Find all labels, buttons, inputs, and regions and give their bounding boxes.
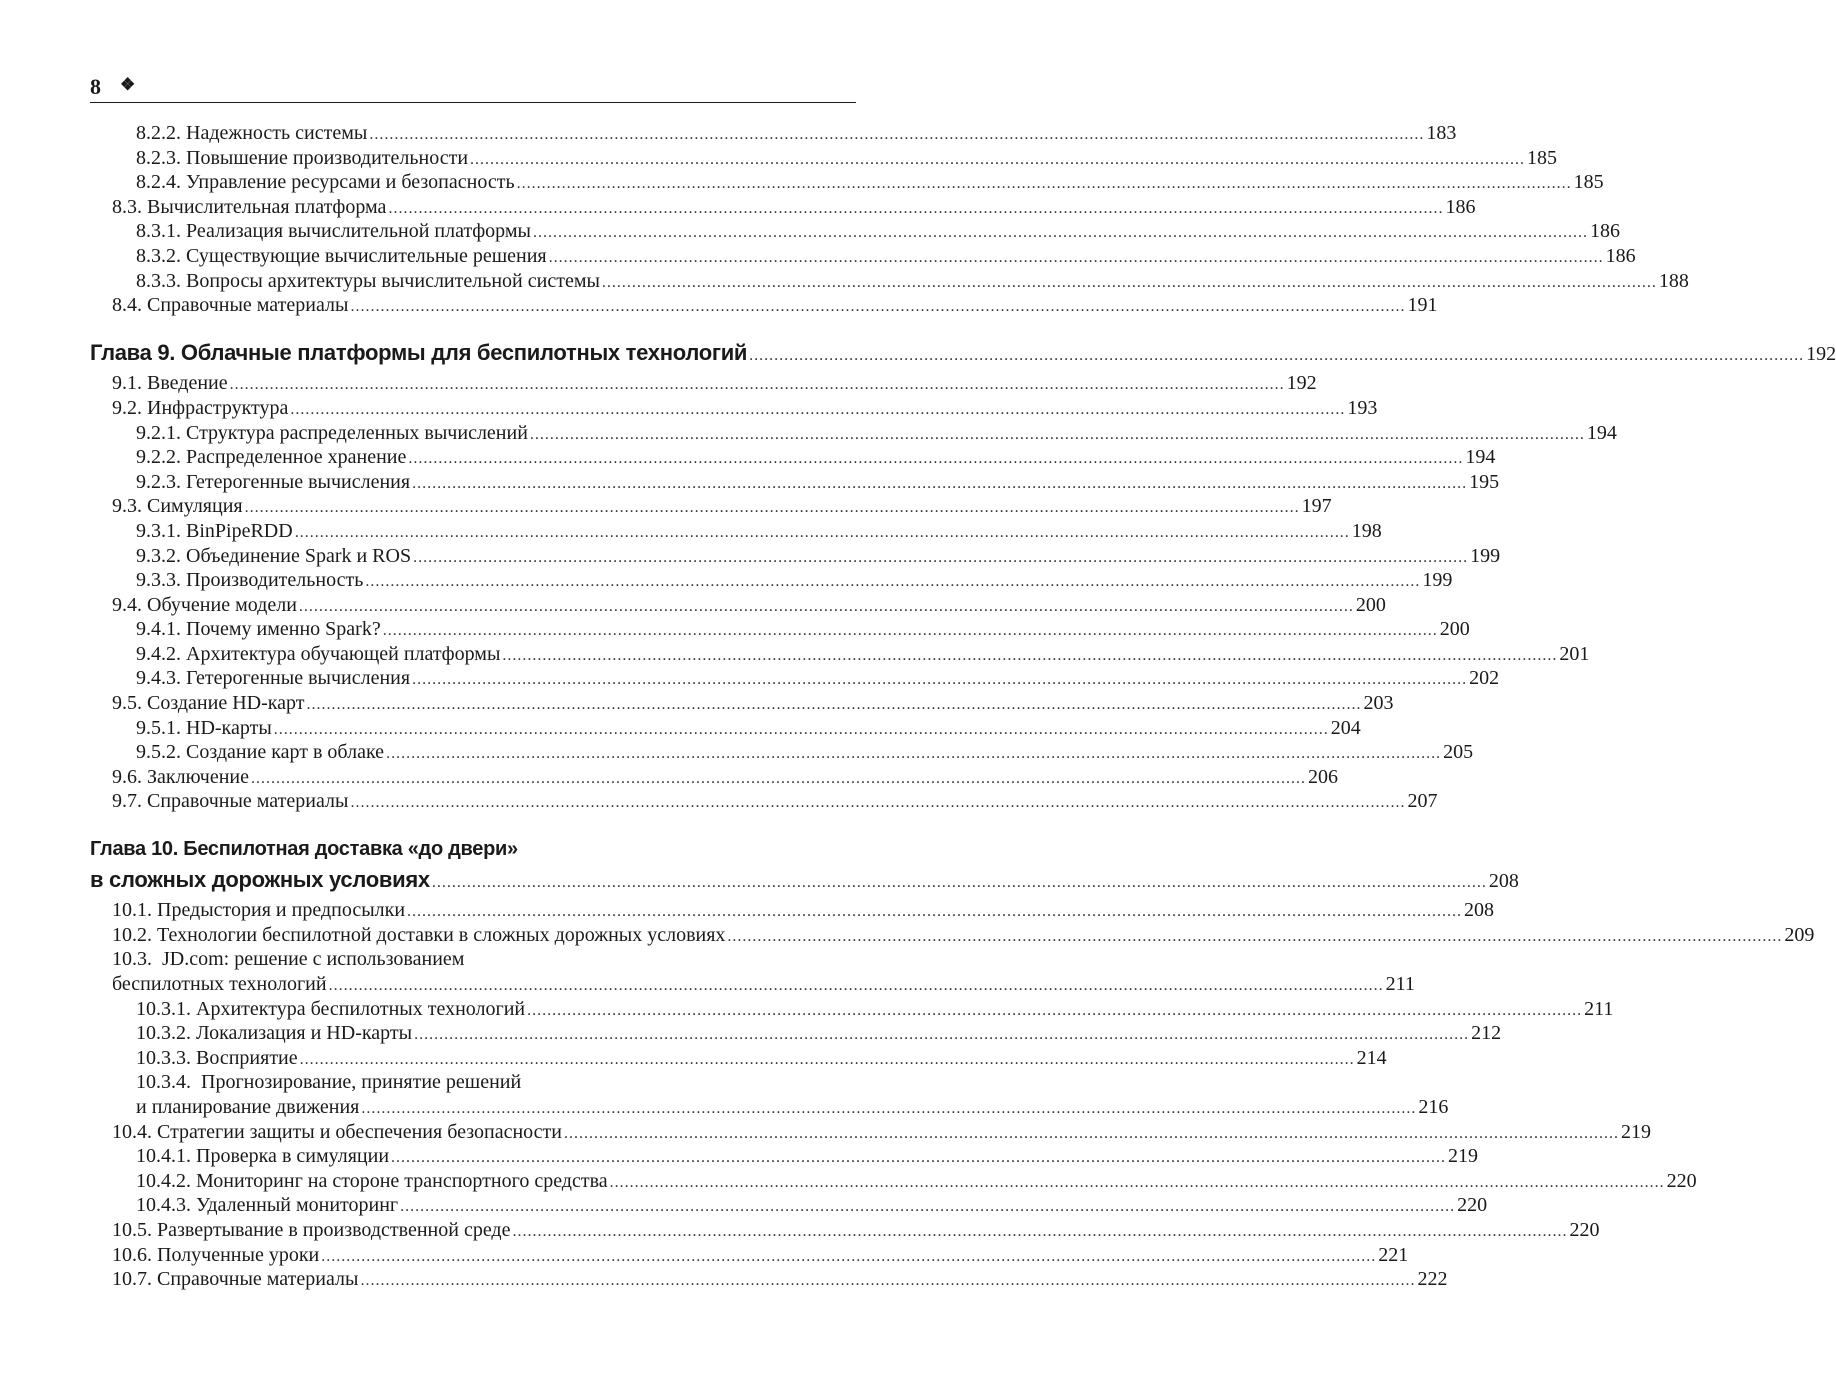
entry-page: 200 xyxy=(1439,618,1470,641)
entry-page: 212 xyxy=(1471,1022,1502,1045)
entry-label xyxy=(112,371,228,396)
toc-entry-9-4-3[interactable] xyxy=(90,666,1500,691)
entry-label xyxy=(136,219,531,244)
entry-number: 9.2.2. xyxy=(136,446,181,469)
entry-page: 222 xyxy=(1417,1268,1448,1291)
toc-entry-8-2-3[interactable] xyxy=(90,146,1558,171)
toc-entry-8-3-3[interactable] xyxy=(90,269,1689,294)
dot-leader: ................................................................................................................................................................................................................... xyxy=(321,1247,1377,1265)
toc-entry-9-3[interactable] xyxy=(90,494,1332,519)
toc-entry-9-5[interactable] xyxy=(90,691,1394,716)
entry-title: HD-карты xyxy=(186,716,272,739)
entry-page: 198 xyxy=(1351,519,1382,542)
toc-entry-10-3-line2[interactable] xyxy=(90,972,1415,997)
entry-number: 9.2.1. xyxy=(136,421,181,444)
dot-leader: ................................................................................................................................................................................................................... xyxy=(601,273,1657,291)
entry-page: 201 xyxy=(1559,642,1590,665)
entry-label xyxy=(112,593,297,618)
entry-label xyxy=(112,923,725,948)
entry-title: Справочные материалы xyxy=(147,294,349,317)
dot-leader: ................................................................................................................................................................................................................... xyxy=(298,597,1354,615)
entry-label xyxy=(136,544,411,569)
entry-page: 186 xyxy=(1589,220,1620,243)
entry-title: Создание карт в облаке xyxy=(186,741,385,764)
entry-label xyxy=(136,568,363,593)
entry-label xyxy=(136,666,410,691)
entry-title: Вопросы архитектуры вычислительной системы xyxy=(186,269,600,292)
entry-number: 8.3.3. xyxy=(136,269,181,292)
entry-page: 220 xyxy=(1569,1218,1600,1241)
entry-number: 9.1. xyxy=(112,372,142,395)
entry-label xyxy=(112,691,305,716)
entry-number: 9.5. xyxy=(112,692,142,715)
dot-leader: ................................................................................................................................................................................................................... xyxy=(564,1124,1619,1142)
entry-number: 10.1. xyxy=(112,899,152,922)
entry-label xyxy=(136,170,515,195)
entry-number: 10.4.2. xyxy=(136,1169,191,1192)
entry-page: 219 xyxy=(1621,1120,1651,1143)
dot-leader: ................................................................................................................................................................................................................... xyxy=(412,474,1468,492)
entry-number: 8.3. xyxy=(112,195,142,218)
entry-title: Надежность системы xyxy=(186,122,368,144)
entry-number: 9.7. xyxy=(112,790,142,813)
entry-number: 10.3.1. xyxy=(136,997,191,1020)
entry-number: 8.3.2. xyxy=(136,244,181,267)
entry-page: 199 xyxy=(1470,544,1501,567)
dot-leader: ................................................................................................................................................................................................................... xyxy=(299,1050,1355,1068)
entry-page: 191 xyxy=(1407,294,1438,317)
dot-leader: ................................................................................................................................................................................................................... xyxy=(408,450,1464,468)
entry-title: Восприятие xyxy=(196,1046,298,1069)
entry-title: Проверка в симуляции xyxy=(196,1145,390,1168)
entry-label xyxy=(112,1218,511,1243)
entry-label xyxy=(136,642,500,667)
entry-page: 185 xyxy=(1527,146,1558,169)
dot-leader: ................................................................................................................................................................................................................... xyxy=(512,1222,1568,1240)
entry-title: Вычислительная платформа xyxy=(147,195,387,218)
toc-entry-8-4[interactable] xyxy=(90,293,1438,318)
entry-title: Обучение модели xyxy=(147,593,297,616)
toc-entry-8-3[interactable] xyxy=(90,195,1476,220)
entry-page: 200 xyxy=(1355,593,1386,616)
dot-leader: ................................................................................................................................................................................................................... xyxy=(400,1198,1456,1216)
entry-label xyxy=(136,1144,389,1169)
dot-leader: ................................................................................................................................................................................................................... xyxy=(229,376,1285,394)
toc-entry-9-2-1[interactable] xyxy=(90,421,1617,446)
entry-title: Почему именно Spark? xyxy=(186,618,381,641)
entry-label xyxy=(136,146,468,171)
entry-number: 9.3.3. xyxy=(136,569,181,592)
dot-leader: ................................................................................................................................................................................................................... xyxy=(413,548,1469,566)
entry-page: 195 xyxy=(1469,470,1500,493)
toc-entry-10-3-4-line1[interactable] xyxy=(90,1070,856,1095)
toc-entry-9-4-2[interactable] xyxy=(90,642,1590,667)
entry-title: Полученные уроки xyxy=(157,1243,320,1266)
entry-page: 203 xyxy=(1363,692,1394,715)
entry-number: 9.3.1. xyxy=(136,519,181,542)
entry-page: 193 xyxy=(1347,396,1378,419)
toc-entry-10-4-2[interactable] xyxy=(90,1169,1697,1194)
dot-leader: ................................................................................................................................................................................................................... xyxy=(412,671,1468,689)
toc-entry-8-2-2[interactable] xyxy=(90,121,1457,146)
dot-leader: ................................................................................................................................................................................................................... xyxy=(391,1149,1447,1167)
toc-entry-10-3-1[interactable] xyxy=(90,997,1614,1022)
dot-leader: ................................................................................................................................................................................................................... xyxy=(749,346,1805,364)
entry-label xyxy=(112,1120,562,1145)
entry-page: 206 xyxy=(1308,765,1338,788)
toc-entry-10-5[interactable] xyxy=(90,1218,1600,1243)
entry-title: Прогнозирование, принятие решений xyxy=(201,1071,522,1094)
entry-number: 10.5. xyxy=(112,1218,152,1241)
entry-title: Технологии беспилотной доставки в сложных дорожных условиях xyxy=(157,923,726,946)
entry-label xyxy=(112,1267,358,1292)
entry-page: 183 xyxy=(1426,122,1457,144)
entry-number: 10.4. xyxy=(112,1120,152,1143)
dot-leader: ................................................................................................................................................................................................................... xyxy=(502,646,1558,664)
chapter-10-title-line2: в сложных дорожных условиях xyxy=(90,866,430,892)
dot-leader: ................................................................................................................................................................................................................... xyxy=(527,1001,1583,1019)
entry-title: Предыстория и предпосылки xyxy=(157,899,406,922)
toc-entry-10-1[interactable] xyxy=(90,898,1495,923)
entry-page: 199 xyxy=(1422,569,1453,592)
entry-label xyxy=(136,445,406,470)
dot-leader: ................................................................................................................................................................................................................... xyxy=(414,1026,1470,1044)
entry-title: Создание HD-карт xyxy=(147,692,305,715)
entry-label xyxy=(112,494,243,519)
entry-number: 9.2. xyxy=(112,396,142,419)
toc-entry-9-4[interactable] xyxy=(90,593,1386,618)
toc-entry-10-6[interactable] xyxy=(90,1243,1409,1268)
entry-title: Гетерогенные вычисления xyxy=(186,470,411,493)
entry-label xyxy=(136,1021,412,1046)
entry-title: Архитектура беспилотных технологий xyxy=(196,997,526,1020)
dot-leader: ................................................................................................................................................................................................................... xyxy=(350,298,1406,316)
entry-label xyxy=(136,1169,608,1194)
entry-page: 214 xyxy=(1356,1046,1387,1069)
dot-leader: ................................................................................................................................................................................................................... xyxy=(431,873,1487,891)
entry-title: Структура распределенных вычислений xyxy=(186,421,528,444)
toc-entry-10-7[interactable] xyxy=(90,1267,1448,1292)
entry-label xyxy=(136,269,600,294)
entry-number: 8.3.1. xyxy=(136,220,181,243)
entry-label xyxy=(136,519,293,544)
entry-title: Архитектура обучающей платформы xyxy=(186,642,501,665)
dot-leader: ................................................................................................................................................................................................................... xyxy=(609,1173,1665,1191)
toc-entry-9-3-1[interactable] xyxy=(90,519,1382,544)
dot-leader: ................................................................................................................................................................................................................... xyxy=(244,499,1300,517)
entry-label xyxy=(112,293,348,318)
entry-number: 10.6. xyxy=(112,1243,152,1266)
toc-entry-10-3-line1[interactable] xyxy=(90,947,856,972)
entry-label xyxy=(136,1193,398,1218)
entry-title-continued: и планирование движения xyxy=(136,1095,360,1118)
entry-page: 219 xyxy=(1448,1145,1479,1168)
entry-title: Распределенное хранение xyxy=(186,446,407,469)
entry-page: 220 xyxy=(1666,1169,1697,1192)
dot-leader: ................................................................................................................................................................................................................... xyxy=(529,425,1585,443)
entry-page: 188 xyxy=(1658,269,1689,292)
entry-title: BinPipeRDD xyxy=(186,519,293,542)
entry-title: Управление ресурсами и безопасность xyxy=(186,171,515,194)
dot-leader: ................................................................................................................................................................................................................... xyxy=(407,903,1463,921)
entry-label xyxy=(136,421,528,446)
toc-entry-9-2-2[interactable] xyxy=(90,445,1496,470)
entry-label xyxy=(112,396,288,421)
toc-entry-9-4-1[interactable] xyxy=(90,617,1470,642)
dot-leader: ................................................................................................................................................................................................................... xyxy=(382,622,1438,640)
entry-label xyxy=(136,997,525,1022)
entry-number: 9.4.1. xyxy=(136,618,181,641)
entry-title: Введение xyxy=(147,372,228,395)
toc-entry-9-5-1[interactable] xyxy=(90,716,1361,741)
entry-number: 10.2. xyxy=(112,923,152,946)
toc-entry-10-4-1[interactable] xyxy=(90,1144,1479,1169)
entry-page: 194 xyxy=(1465,446,1496,469)
entry-page: 204 xyxy=(1330,716,1361,739)
entry-number: 10.3.3. xyxy=(136,1046,191,1069)
entry-page: 192 xyxy=(1286,372,1317,395)
entry-number: 10.4.1. xyxy=(136,1145,191,1168)
chapter-10-title-line1: Глава 10. Беспилотная доставка «до двери» xyxy=(90,838,518,861)
table-of-contents xyxy=(90,121,1836,1292)
entry-label xyxy=(136,121,367,146)
entry-number: 9.4. xyxy=(112,593,142,616)
entry-number: 9.5.2. xyxy=(136,741,181,764)
dot-leader: ................................................................................................................................................................................................................... xyxy=(470,150,1526,168)
entry-number: 10.3. xyxy=(112,948,152,971)
toc-entry-8-3-2[interactable] xyxy=(90,244,1636,269)
entry-title: Производительность xyxy=(186,569,364,592)
entry-title: Справочные материалы xyxy=(147,790,349,813)
entry-number: 9.3.2. xyxy=(136,544,181,567)
entry-number: 10.7. xyxy=(112,1268,152,1291)
dot-leader: ................................................................................................................................................................................................................... xyxy=(388,199,1444,217)
entry-title: Инфраструктура xyxy=(147,396,289,419)
entry-page: 216 xyxy=(1418,1095,1449,1118)
entry-title: Повышение производительности xyxy=(186,146,469,169)
toc-entry-9-3-2[interactable] xyxy=(90,544,1501,569)
toc-entry-8-2-4[interactable] xyxy=(90,170,1604,195)
toc-entry-10-4[interactable] xyxy=(90,1120,1651,1145)
chapter-9-page: 192 xyxy=(1806,342,1836,365)
entry-number: 9.6. xyxy=(112,765,142,788)
dot-leader: ................................................................................................................................................................................................................... xyxy=(328,977,1384,994)
chapter-10-heading-line1[interactable] xyxy=(90,837,856,862)
toc-entry-9-1[interactable] xyxy=(90,371,1317,396)
entry-title-continued: беспилотных технологий xyxy=(112,973,327,995)
entry-page: 208 xyxy=(1464,899,1495,922)
entry-number: 8.2.2. xyxy=(136,122,181,144)
entry-page: 186 xyxy=(1445,195,1476,218)
entry-title: Мониторинг на стороне транспортного средства xyxy=(196,1169,608,1192)
chapter-9-title: Глава 9. Облачные платформы для беспилотных технологий xyxy=(90,339,748,365)
dot-leader: ................................................................................................................................................................................................................... xyxy=(350,794,1406,812)
entry-label xyxy=(112,195,386,220)
entry-number: 8.2.4. xyxy=(136,171,181,194)
entry-page: 205 xyxy=(1443,741,1474,764)
chapter-10-entries xyxy=(90,898,1815,1292)
dot-leader: ................................................................................................................................................................................................................... xyxy=(386,745,1442,763)
entry-label xyxy=(112,789,348,814)
chapter-8-entries xyxy=(90,121,1689,318)
entry-page: 221 xyxy=(1378,1243,1409,1266)
entry-number: 8.2.3. xyxy=(136,146,181,169)
entry-title: Стратегии защиты и обеспечения безопасности xyxy=(157,1120,562,1143)
dot-leader: ................................................................................................................................................................................................................... xyxy=(273,720,1329,738)
entry-number: 10.3.2. xyxy=(136,1022,191,1045)
entry-page: 211 xyxy=(1584,997,1614,1020)
entry-page: 202 xyxy=(1469,667,1500,690)
toc-entry-9-3-3[interactable] xyxy=(90,568,1453,593)
dot-leader: ................................................................................................................................................................................................................... xyxy=(251,769,1306,787)
toc-entry-10-3-3[interactable] xyxy=(90,1046,1387,1071)
entry-label xyxy=(112,765,249,790)
chapter-9-heading[interactable] xyxy=(90,339,1836,366)
entry-title: Реализация вычислительной платформы xyxy=(186,220,531,243)
entry-page: 194 xyxy=(1586,421,1617,444)
dot-leader: ................................................................................................................................................................................................................... xyxy=(306,696,1362,714)
entry-title: Объединение Spark и ROS xyxy=(186,544,412,567)
toc-entry-9-2[interactable] xyxy=(90,396,1378,421)
entry-title: Существующие вычислительные решения xyxy=(186,244,547,267)
entry-title: Удаленный мониторинг xyxy=(196,1194,399,1217)
entry-page: 211 xyxy=(1385,973,1415,995)
entry-label xyxy=(136,716,272,741)
entry-page: 185 xyxy=(1573,171,1604,194)
entry-label xyxy=(136,1046,298,1071)
entry-title: Справочные материалы xyxy=(157,1268,359,1291)
entry-label xyxy=(136,470,410,495)
entry-page: 197 xyxy=(1301,495,1332,518)
entry-title: Развертывание в производственной среде xyxy=(157,1218,511,1241)
entry-number: 9.4.3. xyxy=(136,667,181,690)
toc-entry-10-3-2[interactable] xyxy=(90,1021,1502,1046)
entry-label xyxy=(136,740,384,765)
entry-title: Локализация и HD-карты xyxy=(196,1022,413,1045)
dot-leader: ................................................................................................................................................................................................................... xyxy=(369,126,1425,143)
toc-entry-9-7[interactable] xyxy=(90,789,1438,814)
dot-leader: ................................................................................................................................................................................................................... xyxy=(360,1272,1416,1290)
entry-title: Симуляция xyxy=(147,495,243,518)
entry-number: 10.4.3. xyxy=(136,1194,191,1217)
dot-leader: ................................................................................................................................................................................................................... xyxy=(290,400,1346,418)
entry-page: 207 xyxy=(1407,790,1438,813)
toc-entry-9-2-3[interactable] xyxy=(90,470,1500,495)
toc-entry-10-4-3[interactable] xyxy=(90,1193,1488,1218)
chapter-9-entries xyxy=(90,371,1617,814)
toc-entry-9-6[interactable] xyxy=(90,765,1338,790)
dot-leader: ................................................................................................................................................................................................................... xyxy=(516,175,1572,193)
toc-entry-10-2[interactable] xyxy=(90,923,1815,948)
entry-label xyxy=(136,617,381,642)
entry-title: JD.com: решение с использованием xyxy=(162,948,465,971)
page-number: 8 xyxy=(90,74,101,99)
chapter-10-page: 208 xyxy=(1488,869,1519,892)
dot-leader: ................................................................................................................................................................................................................... xyxy=(361,1099,1417,1117)
entry-page: 209 xyxy=(1784,923,1815,946)
entry-title: Гетерогенные вычисления xyxy=(186,667,411,690)
toc-entry-9-5-2[interactable] xyxy=(90,740,1474,765)
dot-leader: ................................................................................................................................................................................................................... xyxy=(532,224,1588,242)
ornament-icon: ❖ xyxy=(120,75,136,94)
entry-page: 186 xyxy=(1605,244,1636,267)
entry-number: 9.5.1. xyxy=(136,716,181,739)
dot-leader: ................................................................................................................................................................................................................... xyxy=(548,248,1604,266)
page-header xyxy=(90,72,856,103)
entry-number: 9.3. xyxy=(112,495,142,518)
chapter-10-heading-line2[interactable] xyxy=(90,866,1519,893)
entry-number: 9.4.2. xyxy=(136,642,181,665)
dot-leader: ................................................................................................................................................................................................................... xyxy=(365,573,1421,591)
toc-entry-8-3-1[interactable] xyxy=(90,219,1620,244)
entry-page: 220 xyxy=(1457,1194,1488,1217)
entry-label xyxy=(112,1243,319,1268)
entry-number: 8.4. xyxy=(112,294,142,317)
entry-number: 10.3.4. xyxy=(136,1071,191,1094)
entry-label xyxy=(112,898,405,923)
entry-label xyxy=(136,244,547,269)
dot-leader: ................................................................................................................................................................................................................... xyxy=(294,523,1350,541)
toc-entry-10-3-4-line2[interactable] xyxy=(90,1095,1449,1120)
entry-title: Заключение xyxy=(147,765,249,788)
entry-number: 9.2.3. xyxy=(136,470,181,493)
dot-leader: ................................................................................................................................................................................................................... xyxy=(727,927,1783,945)
